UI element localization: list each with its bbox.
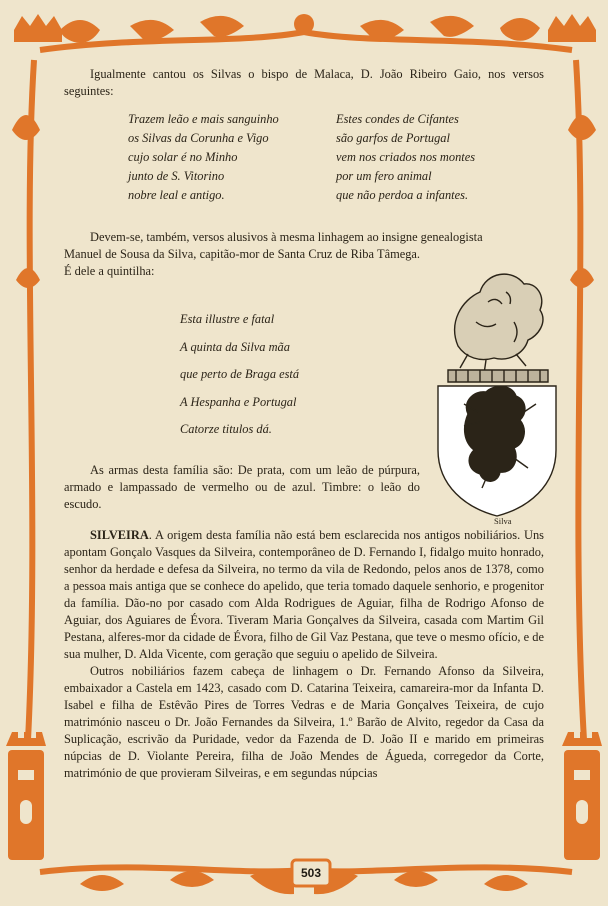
verse-line: A quinta da Silva mãa (180, 339, 290, 354)
verse-line: que perto de Braga está (180, 367, 300, 381)
verse-line: vem nos criados nos montes (336, 150, 476, 164)
genealogist-paragraph-rest: Manuel de Sousa da Silva, capitão-mor de Santa Cruz de Riba Tâmega. É dele a quintilha: (64, 247, 420, 278)
silveira-text: . A origem desta família não está bem esclarecida nos antigos nobiliários. Uns apontam Gonçalo Vasques da Silveira, contemporâneo de D. Fernando I, fidalgo muito honrado, senhor da herdade e defesa da Silveira, no termo da vila de Redondo, pelos anos de 1378, como a pessoa mais antiga que se conhece do apelido, que teria tomado daquele senhorio, e progenitor da família. Dão-no por casado com Alda Rodrigues de Aguiar, filha de Rodrigo Afonso de Aguiar, dos Aguiares de Évora. Tiveram Maria Gonçalves da Silveira, casada com Martim Gil Pestana, alferes-mor da cidade de Évora, filho de Gil Vaz Pestana, que teve o mesmo ofício, e de sua mulher, D. Alda Vicente, com geração que seguiu o apelido de Silveira. (64, 527, 544, 661)
nobiliarios-paragraph: Outros nobiliários fazem cabeça de linhagem o Dr. Fernando Afonso da Silveira, embaixador a Castela em 1423, casado com D. Catarina Teixeira, camareira-mor da Infanta D. Isabel e filha de Estêvão Pires de Torres Vedras e de Maria Gonçalves Teixeira, de cujo matrimónio nasceu o Dr. João Fernandes da Silveira, 1.º Barão de Alvito, regedor da Casa da Suplicação, escrivão da Puridade, vedor da Fazenda de D. João II e marido em primeiras núpcias de D. Violante Pereira, filha de João Mendes de Águeda, corregedor da Corte, matrimónio de que provieram Silveiras, e em segundas núpcias (64, 663, 544, 780)
genealogist-paragraph-first-line: Devem-se, também, versos alusivos à mesma linhagem ao insigne genealogista (90, 230, 483, 244)
silva-coat-of-arms (428, 262, 566, 520)
verse-line: Estes condes de Cifantes (336, 112, 459, 126)
arms-caption: Silva (494, 516, 512, 526)
silveira-paragraph (64, 527, 544, 663)
verse-line: Trazem leão e mais sanguinho (128, 112, 279, 126)
verse-line: Esta illustre e fatal (180, 312, 275, 326)
page-number: 503 (300, 866, 322, 880)
verse-line: junto de S. Vitorino (128, 169, 225, 183)
intro-paragraph: Igualmente cantou os Silvas o bispo de Malaca, D. João Ribeiro Gaio, nos versos seguintes: (64, 67, 544, 98)
verse-line: A Hespanha e Portugal (180, 394, 297, 409)
verse-right-column (336, 110, 544, 205)
verse-line: nobre leal e antigo. (128, 188, 225, 202)
verse-left-column (128, 110, 336, 205)
silveira-heading: SILVEIRA (90, 527, 149, 542)
verse-line: os Silvas da Corunha e Vigo (128, 131, 269, 145)
arms-paragraph: As armas desta família são: De prata, com um leão de púrpura, armado e lampassado de vermelho ou de azul. Timbre: o leão do escudo. (64, 462, 420, 511)
verse-line: são garfos de Portugal (336, 131, 450, 145)
silva-verses (128, 110, 544, 205)
verse-line: cujo solar é no Minho (128, 150, 238, 164)
verse-line: que não perdoa a infantes. (336, 188, 469, 202)
verse-line: Catorze titulos dá. (180, 422, 272, 436)
verse-line: por um fero animal (336, 169, 432, 183)
